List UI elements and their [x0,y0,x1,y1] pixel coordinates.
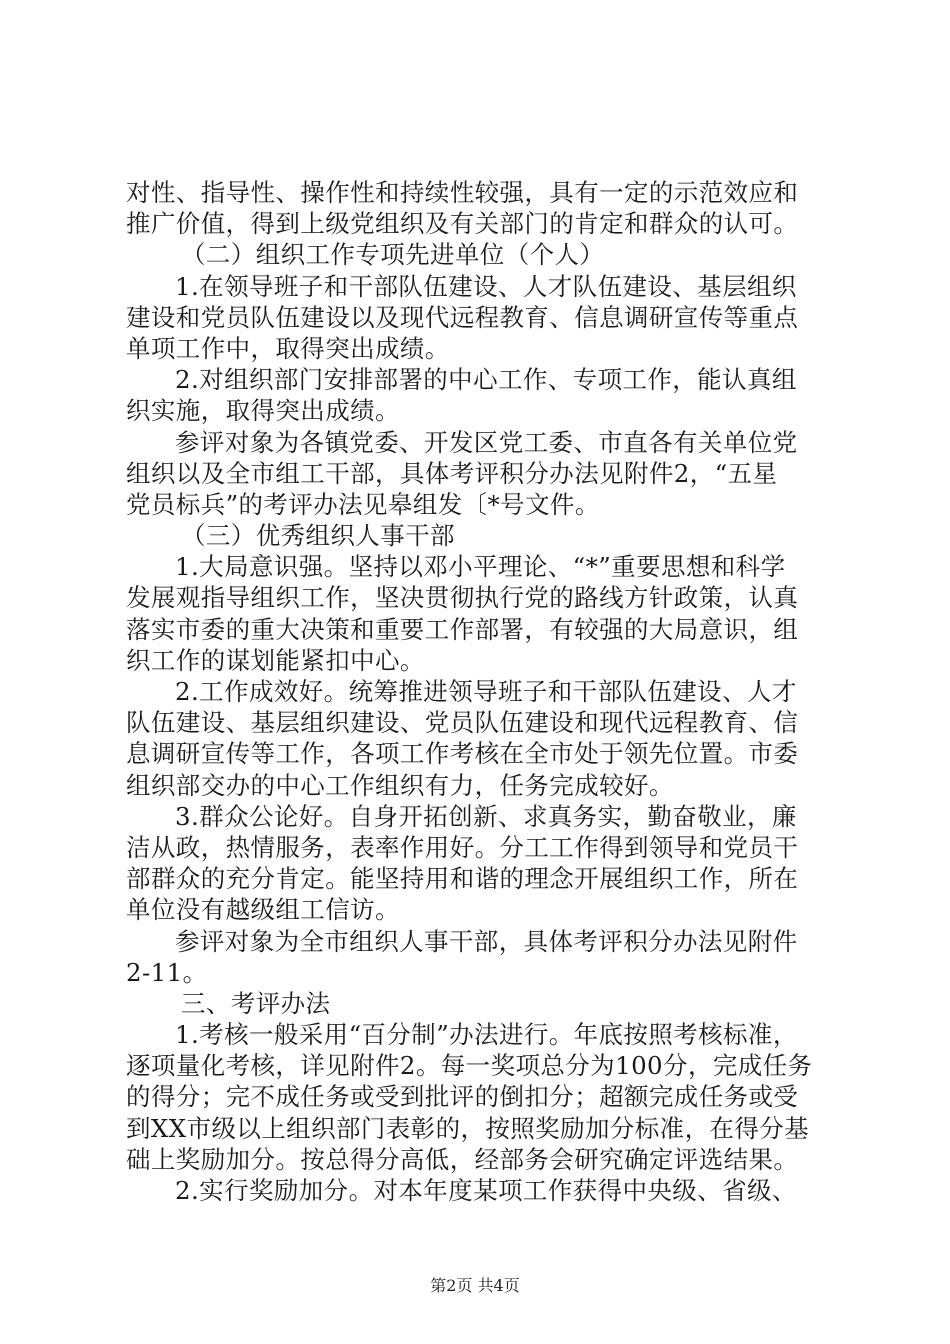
body-line: 2.工作成效好。统筹推进领导班子和干部队伍建设、人才 [175,677,797,706]
body-line: 2.对组织部门安排部署的中心工作、专项工作，能认真组 [175,365,797,395]
body-line: 推广价值，得到上级党组织及有关部门的肯定和群众的认可。 [126,209,799,239]
body-line: 2.实行奖励加分。对本年度某项工作获得中央级、省级、 [175,1176,797,1205]
body-line: 队伍建设、基层组织建设、党员队伍建设和现代远程教育、信 [126,708,799,738]
body-line: 础上奖励加分。按总得分高低，经部务会研究确定评选结果。 [126,1144,799,1174]
body-line: 部群众的充分肯定。能坚持用和谐的理念开展组织工作，所在 [126,864,799,894]
body-line: 2-11。 [126,957,208,987]
body-line: 发展观指导组织工作，坚决贯彻执行党的路线方针政策，认真 [126,583,799,613]
body-line: 落实市委的重大决策和重要工作部署，有较强的大局意识，组 [126,614,799,644]
page-number-label: 第2页 共4页 [430,1276,520,1295]
body-line: 3.群众公论好。自身开拓创新、求真务实，勤奋敬业，廉 [175,801,797,831]
section-heading: （二）组织工作专项先进单位（个人） [181,240,605,270]
body-line: 建设和党员队伍建设以及现代远程教育、信息调研宣传等重点 [126,302,799,332]
body-line: 织工作的谋划能紧扣中心。 [126,645,425,675]
body-line: 到XX市级以上组织部门表彰的，按照奖励加分标准，在得分基 [126,1113,810,1143]
body-line: 党员标兵”的考评办法见皋组发〔*号文件。 [126,489,600,519]
body-line: 逐项量化考核，详见附件2。每一奖项总分为100分，完成任务 [126,1051,813,1081]
section-heading: 三、考评办法 [181,988,331,1018]
document-body [126,177,838,1206]
body-line: 组织以及全市组工干部，具体考评积分办法见附件2，“五星 [126,458,778,488]
body-line: 组织部交办的中心工作组织有力，任务完成较好。 [126,770,674,800]
section-heading: （三）优秀组织人事干部 [181,521,455,551]
page-footer [0,1273,950,1296]
body-line: 单项工作中，取得突出成绩。 [126,333,450,363]
body-line: 1.考核一般采用“百分制”办法进行。年底按照考核标准， [175,1020,798,1050]
body-line: 参评对象为各镇党委、开发区党工委、市直各有关单位党 [175,427,798,457]
body-line: 参评对象为全市组织人事干部，具体考评积分办法见附件 [175,926,798,956]
body-line: 单位没有越级组工信访。 [126,895,400,925]
body-line: 的得分；完不成任务或受到批评的倒扣分；超额完成任务或受 [126,1082,799,1112]
body-line: 息调研宣传等工作，各项工作考核在全市处于领先位置。市委 [126,739,799,769]
body-line: 1.在领导班子和干部队伍建设、人才队伍建设、基层组织 [175,271,797,301]
body-line: 1.大局意识强。坚持以邓小平理论、“*”重要思想和科学 [175,552,786,582]
body-line: 洁从政，热情服务，表率作用好。分工工作得到领导和党员干 [126,832,799,862]
body-line: 对性、指导性、操作性和持续性较强，具有一定的示范效应和 [126,178,799,207]
body-line: 织实施，取得突出成绩。 [126,396,400,426]
